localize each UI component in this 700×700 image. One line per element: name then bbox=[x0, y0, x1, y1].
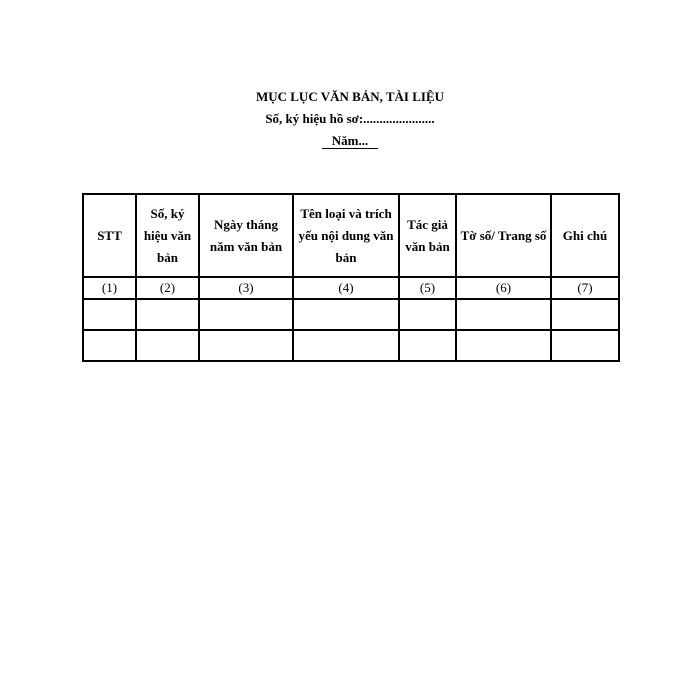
column-number: (4) bbox=[293, 277, 399, 299]
header-page-number: Tờ số/ Trang số bbox=[456, 194, 551, 277]
header-document-number: Số, ký hiệu văn bản bbox=[136, 194, 199, 277]
document-title: MỤC LỤC VĂN BẢN, TÀI LIỆU bbox=[255, 89, 445, 104]
column-number: (7) bbox=[551, 277, 619, 299]
table-cell bbox=[456, 330, 551, 361]
header-document-summary: Tên loại và trích yếu nội dung văn bản bbox=[293, 194, 399, 277]
table-cell bbox=[83, 299, 136, 330]
table-row bbox=[83, 299, 619, 330]
column-number: (2) bbox=[136, 277, 199, 299]
table-row bbox=[83, 330, 619, 361]
table-cell bbox=[83, 330, 136, 361]
column-number-row bbox=[83, 277, 619, 299]
table-cell bbox=[136, 330, 199, 361]
table-cell bbox=[199, 330, 293, 361]
year-line bbox=[0, 134, 700, 149]
year-label: Năm... bbox=[322, 134, 378, 149]
table-header-row bbox=[83, 194, 619, 277]
column-number: (1) bbox=[83, 277, 136, 299]
column-number: (6) bbox=[456, 277, 551, 299]
document-index-table bbox=[82, 193, 620, 362]
table-cell bbox=[551, 330, 619, 361]
header-stt: STT bbox=[83, 194, 136, 277]
table-cell bbox=[399, 330, 456, 361]
header-document-date: Ngày tháng năm văn bản bbox=[199, 194, 293, 277]
table-cell bbox=[456, 299, 551, 330]
header-author: Tác giả văn bản bbox=[399, 194, 456, 277]
table-cell bbox=[136, 299, 199, 330]
table-cell bbox=[399, 299, 456, 330]
table-cell bbox=[293, 330, 399, 361]
table-cell bbox=[551, 299, 619, 330]
column-number: (3) bbox=[199, 277, 293, 299]
header-notes: Ghi chú bbox=[551, 194, 619, 277]
record-number-line: Số, ký hiệu hồ sơ:...................... bbox=[265, 111, 435, 126]
table-cell bbox=[199, 299, 293, 330]
column-number: (5) bbox=[399, 277, 456, 299]
table-cell bbox=[293, 299, 399, 330]
